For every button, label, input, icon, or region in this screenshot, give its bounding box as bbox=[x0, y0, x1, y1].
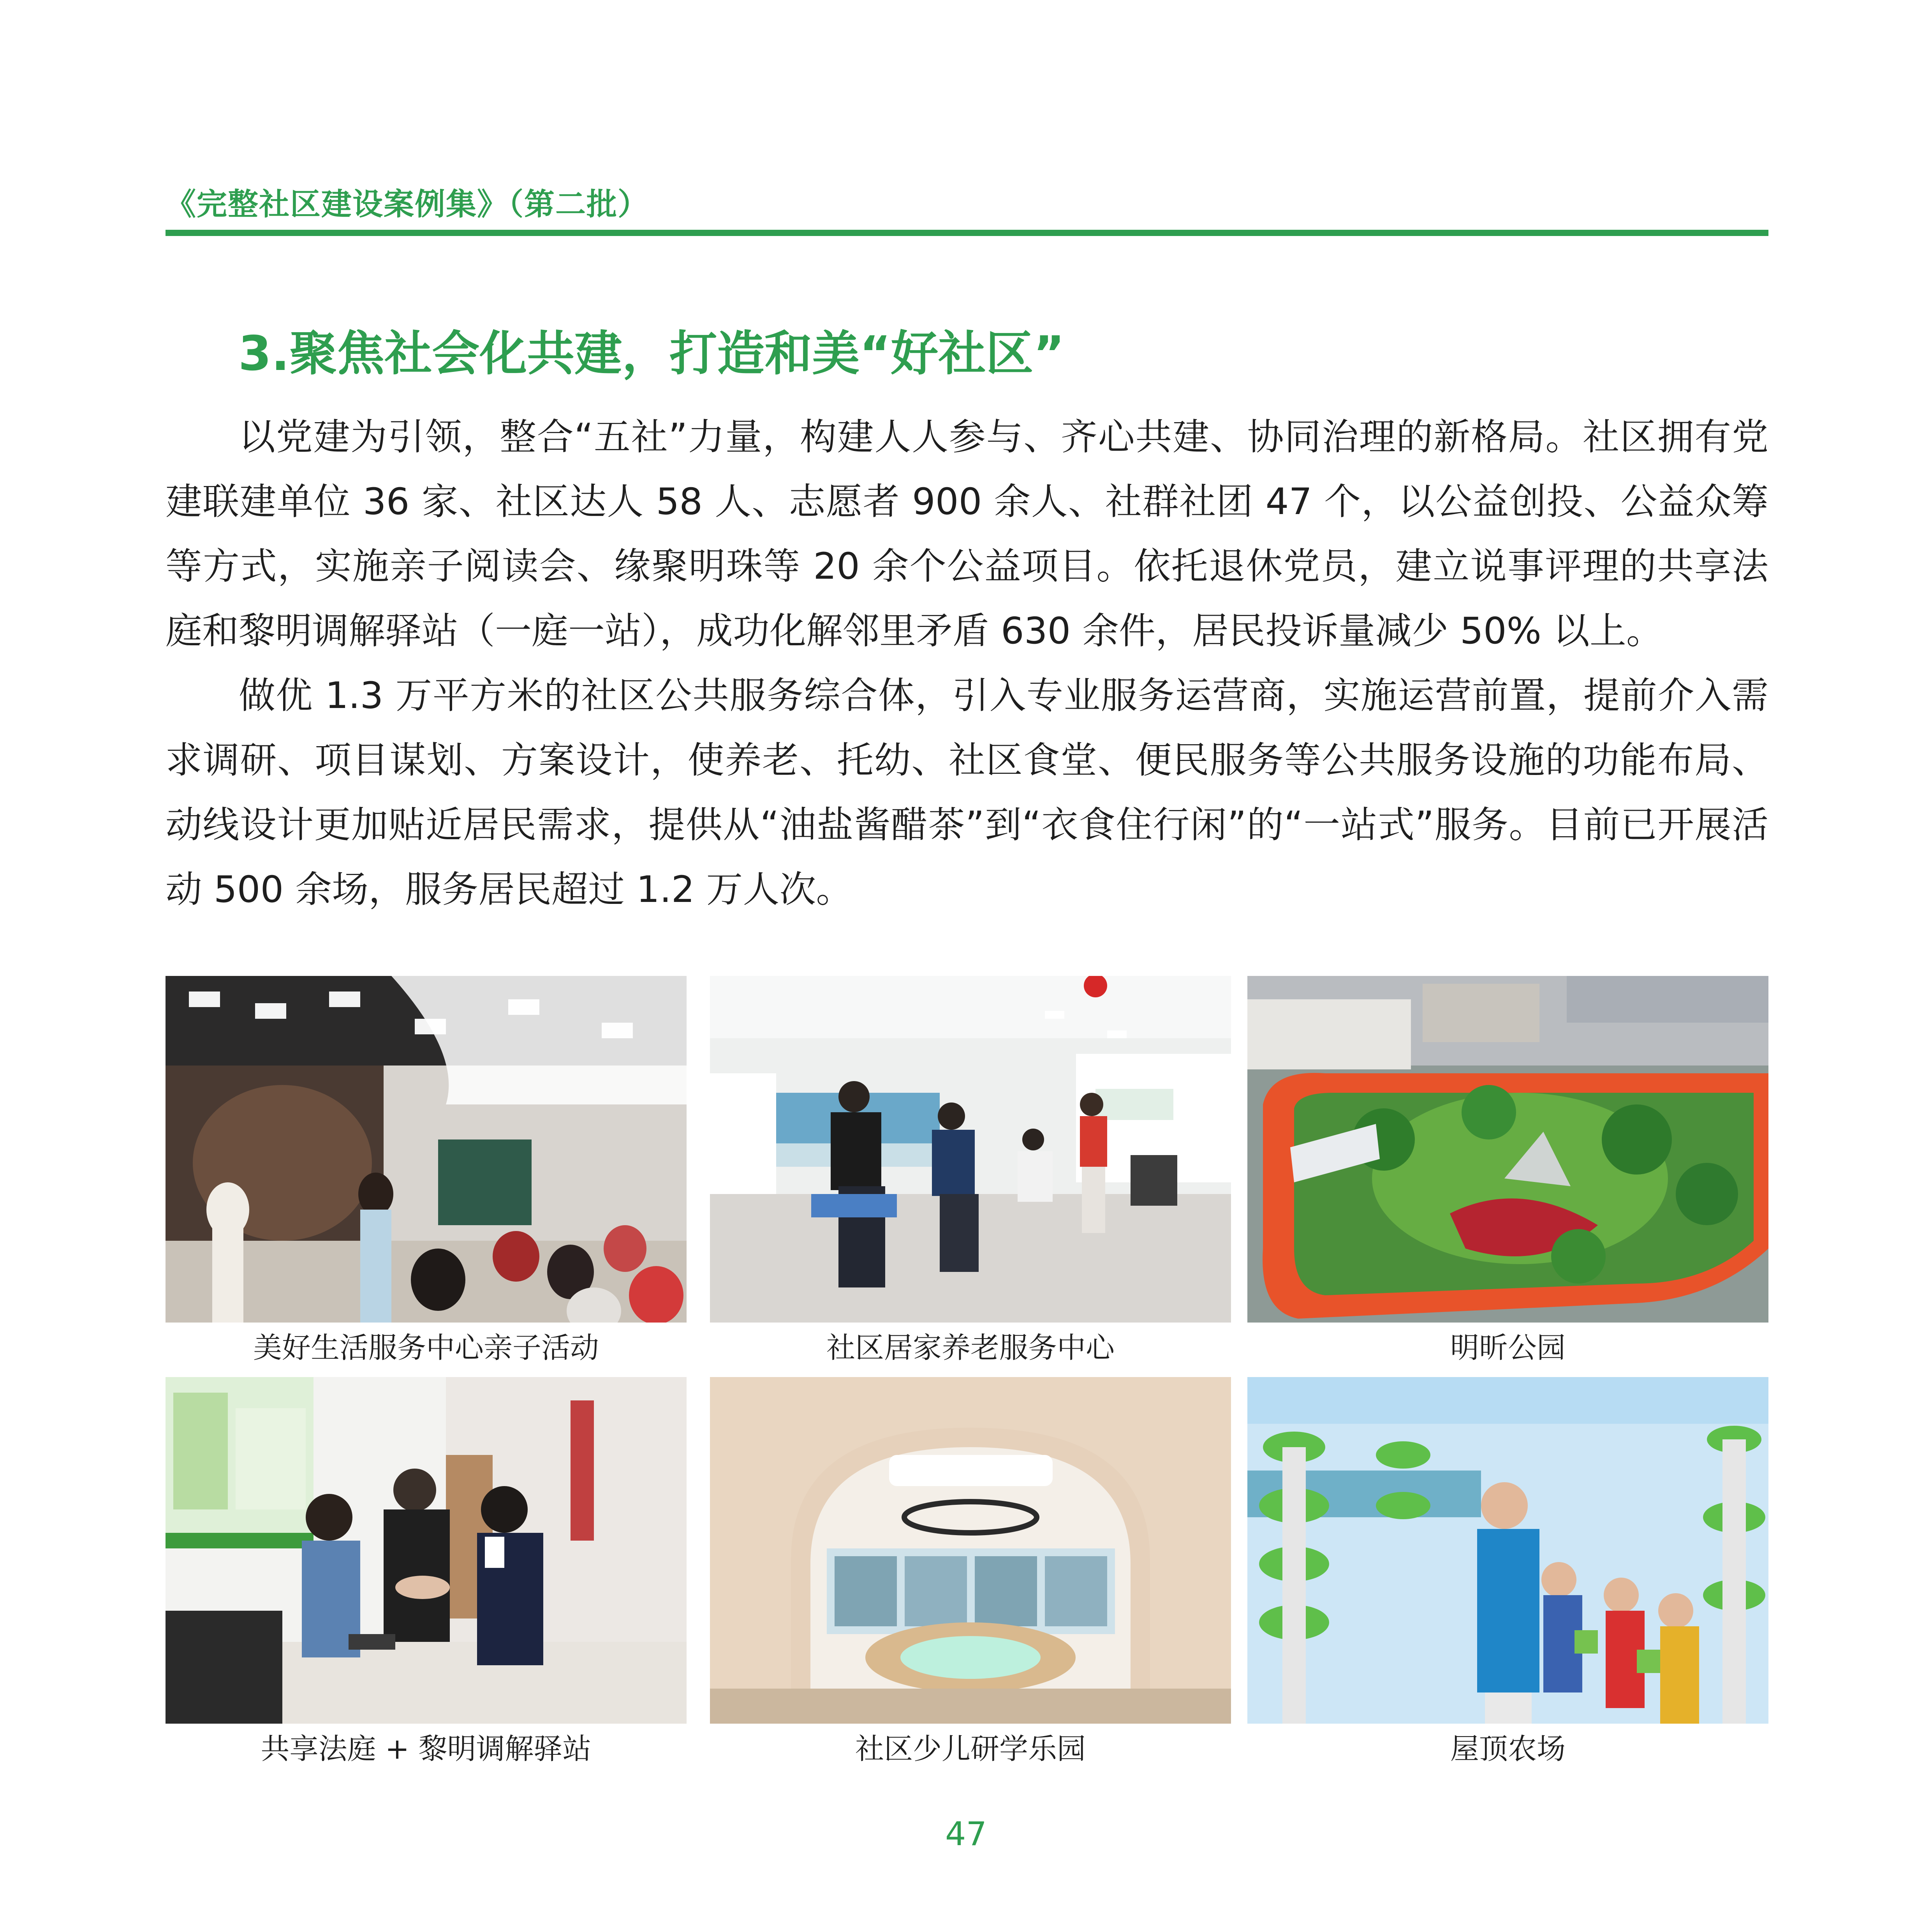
photo-family-activity bbox=[166, 976, 687, 1323]
photo-mediation-station bbox=[166, 1377, 687, 1724]
photo-cell-elderly-care bbox=[710, 976, 1231, 1365]
page-number: 47 bbox=[945, 1815, 987, 1853]
photo-rooftop-farm bbox=[1247, 1377, 1768, 1724]
photo-cell-rooftop-farm bbox=[1247, 1377, 1768, 1766]
photo-cell-family-activity bbox=[166, 976, 687, 1365]
caption-study-park: 社区少儿研学乐园 bbox=[855, 1732, 1086, 1766]
photo-grid bbox=[166, 976, 1768, 1778]
caption-elderly-care: 社区居家养老服务中心 bbox=[826, 1331, 1115, 1365]
photo-cell-mediation-station bbox=[166, 1377, 687, 1766]
running-header: 《完整社区建设案例集》（第二批） bbox=[166, 187, 649, 222]
body-text bbox=[166, 405, 1768, 922]
photo-park bbox=[1247, 976, 1768, 1323]
section-title: 3.聚焦社会化共建，打造和美“好社区” bbox=[238, 326, 1065, 381]
caption-mediation-station: 共享法庭 + 黎明调解驿站 bbox=[261, 1732, 592, 1766]
paragraph-party-building: 以党建为引领，整合“五社”力量，构建人人参与、齐心共建、协同治理的新格局。社区拥有党建联建单位 36 家、社区达人 58 人、志愿者 900 余人、社群社团 47 个，以公益创投、公益众筹等方式，实施亲子阅读会、缘聚明珠等 20 余个公益项目。依托退休党员，建立说事评理的共享法庭和黎明调解驿站（一庭一站），成功化解邻里矛盾 630 余件，居民投诉量减少 50% 以上。 bbox=[166, 416, 1768, 652]
caption-rooftop-farm: 屋顶农场 bbox=[1450, 1732, 1566, 1766]
header-rule bbox=[166, 230, 1768, 236]
caption-family-activity: 美好生活服务中心亲子活动 bbox=[253, 1331, 599, 1365]
photo-elderly-care bbox=[710, 976, 1231, 1323]
photo-study-park bbox=[710, 1377, 1231, 1724]
photo-cell-study-park bbox=[710, 1377, 1231, 1766]
paragraph-public-service: 做优 1.3 万平方米的社区公共服务综合体，引入专业服务运营商，实施运营前置，提前介入需求调研、项目谋划、方案设计，使养老、托幼、社区食堂、便民服务等公共服务设施的功能布局、动线设计更加贴近居民需求，提供从“油盐酱醋茶”到“衣食住行闲”的“一站式”服务。目前已开展活动 500 余场，服务居民超过 1.2 万人次。 bbox=[166, 675, 1768, 911]
photo-cell-park bbox=[1247, 976, 1768, 1365]
caption-park: 明昕公园 bbox=[1450, 1331, 1566, 1365]
